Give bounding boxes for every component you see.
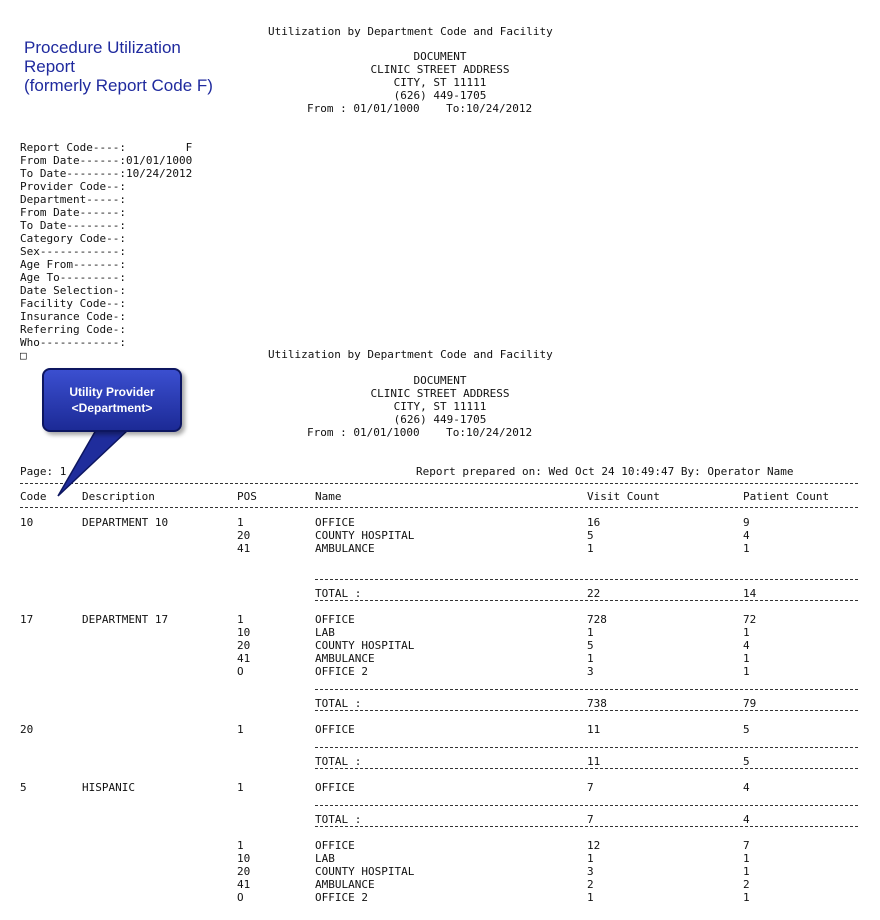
row-visit-count: 5 [587, 529, 594, 542]
parameter-line: From Date------: [20, 206, 126, 219]
clinic-city-page-2: CITY, ST 11111 [393, 400, 487, 413]
row-patient-count: 1 [743, 626, 750, 639]
parameter-line: From Date------:01/01/1000 [20, 154, 193, 167]
row-pos: 41 [237, 878, 251, 891]
report-prepared: Report prepared on: Wed Oct 24 10:49:47 By: Operator Name [416, 465, 794, 478]
header-divider-top [20, 483, 858, 484]
parameter-line: To Date--------: [20, 219, 126, 232]
row-name: COUNTY HOSPITAL [315, 865, 415, 878]
total-divider [315, 579, 858, 580]
row-visit-count: 7 [587, 781, 594, 794]
column-header-pos: POS [237, 490, 257, 503]
row-visit-count: 1 [587, 542, 594, 555]
row-name: AMBULANCE [315, 878, 375, 891]
row-pos: O [237, 665, 244, 678]
group-description: HISPANIC [82, 781, 135, 794]
row-visit-count: 11 [587, 723, 601, 736]
row-visit-count: 1 [587, 652, 594, 665]
parameter-line: Facility Code--: [20, 297, 126, 310]
row-visit-count: 3 [587, 665, 594, 678]
row-pos: 41 [237, 542, 251, 555]
row-patient-count: 1 [743, 542, 750, 555]
row-visit-count: 3 [587, 865, 594, 878]
total-divider [315, 747, 858, 748]
report-title: Utilization by Department Code and Facility [268, 25, 553, 38]
row-visit-count: 1 [587, 852, 594, 865]
total-visit-count: 738 [587, 697, 607, 710]
parameter-line: To Date--------:10/24/2012 [20, 167, 193, 180]
group-description: DEPARTMENT 17 [82, 613, 169, 626]
row-visit-count: 12 [587, 839, 601, 852]
annotation-title [24, 38, 213, 95]
row-name: OFFICE [315, 613, 355, 626]
row-name: AMBULANCE [315, 542, 375, 555]
row-pos: 1 [237, 613, 244, 626]
row-patient-count: 5 [743, 723, 750, 736]
total-patient-count: 4 [743, 813, 750, 826]
parameter-line: Age From-------: [20, 258, 126, 271]
row-name: OFFICE [315, 516, 355, 529]
row-pos: 41 [237, 652, 251, 665]
page-number: Page: 1 [20, 465, 67, 478]
total-patient-count: 5 [743, 755, 750, 768]
callout-line-2: <Department> [71, 401, 153, 415]
row-patient-count: 72 [743, 613, 757, 626]
total-visit-count: 11 [587, 755, 601, 768]
row-pos: 20 [237, 529, 251, 542]
row-visit-count: 1 [587, 626, 594, 639]
row-patient-count: 9 [743, 516, 750, 529]
parameter-line: Age To---------: [20, 271, 126, 284]
row-patient-count: 4 [743, 781, 750, 794]
row-pos: O [237, 891, 244, 904]
column-header-patient-count: Patient Count [743, 490, 830, 503]
row-pos: 1 [237, 723, 244, 736]
total-divider [315, 826, 858, 827]
row-visit-count: 16 [587, 516, 601, 529]
group-code: 20 [20, 723, 34, 736]
row-patient-count: 1 [743, 665, 750, 678]
row-patient-count: 1 [743, 652, 750, 665]
column-header-name: Name [315, 490, 342, 503]
total-patient-count: 14 [743, 587, 757, 600]
row-name: AMBULANCE [315, 652, 375, 665]
row-patient-count: 1 [743, 865, 750, 878]
total-visit-count: 22 [587, 587, 601, 600]
row-patient-count: 4 [743, 529, 750, 542]
group-code: 10 [20, 516, 34, 529]
total-divider [315, 600, 858, 601]
clinic-address: CLINIC STREET ADDRESS [370, 63, 510, 76]
doc-label: DOCUMENT [413, 50, 467, 63]
clinic-phone-page-2: (626) 449-1705 [393, 413, 487, 426]
callout-utility-provider [42, 368, 182, 432]
row-name: COUNTY HOSPITAL [315, 529, 415, 542]
parameter-line: Referring Code-: [20, 323, 126, 336]
report-title-page-2: Utilization by Department Code and Facility [268, 348, 553, 361]
row-pos: 20 [237, 639, 251, 652]
total-divider [315, 768, 858, 769]
total-patient-count: 79 [743, 697, 757, 710]
callout-pointer [50, 428, 130, 498]
parameter-list [20, 141, 192, 362]
parameter-line: Provider Code--: [20, 180, 126, 193]
annotation-title-line-1: Procedure Utilization [24, 38, 181, 57]
total-divider [315, 689, 858, 690]
parameter-line: Insurance Code-: [20, 310, 126, 323]
clinic-city: CITY, ST 11111 [393, 76, 487, 89]
row-pos: 20 [237, 865, 251, 878]
group-description: DEPARTMENT 10 [82, 516, 169, 529]
row-visit-count: 728 [587, 613, 607, 626]
row-pos: 1 [237, 516, 244, 529]
date-range: From : 01/01/1000 To:10/24/2012 [307, 102, 533, 115]
row-name: OFFICE 2 [315, 665, 368, 678]
row-patient-count: 7 [743, 839, 750, 852]
parameter-line: Category Code--: [20, 232, 126, 245]
row-visit-count: 5 [587, 639, 594, 652]
total-divider [315, 710, 858, 711]
row-name: OFFICE [315, 839, 355, 852]
row-patient-count: 4 [743, 639, 750, 652]
total-divider [315, 805, 858, 806]
row-pos: 10 [237, 852, 251, 865]
clinic-phone: (626) 449-1705 [393, 89, 487, 102]
clinic-address-page-2: CLINIC STREET ADDRESS [370, 387, 510, 400]
row-name: OFFICE 2 [315, 891, 368, 904]
total-label: TOTAL : [315, 697, 362, 710]
parameter-line: □ [20, 349, 27, 362]
group-code: 17 [20, 613, 34, 626]
row-patient-count: 1 [743, 852, 750, 865]
column-header-visit-count: Visit Count [587, 490, 660, 503]
parameter-line: Report Code----: F [20, 141, 193, 154]
row-name: LAB [315, 852, 335, 865]
total-label: TOTAL : [315, 587, 362, 600]
total-label: TOTAL : [315, 813, 362, 826]
row-visit-count: 2 [587, 878, 594, 891]
row-name: COUNTY HOSPITAL [315, 639, 415, 652]
row-name: OFFICE [315, 781, 355, 794]
row-patient-count: 2 [743, 878, 750, 891]
row-pos: 10 [237, 626, 251, 639]
parameter-line: Who------------: [20, 336, 126, 349]
column-header-description: Description [82, 490, 155, 503]
row-patient-count: 1 [743, 891, 750, 904]
parameter-line: Department-----: [20, 193, 126, 206]
row-visit-count: 1 [587, 891, 594, 904]
row-pos: 1 [237, 781, 244, 794]
total-label: TOTAL : [315, 755, 362, 768]
annotation-title-line-3: (formerly Report Code F) [24, 76, 213, 95]
column-header-code: Code [20, 490, 47, 503]
group-code: 5 [20, 781, 27, 794]
callout-line-1: Utility Provider [69, 385, 155, 399]
doc-label-page-2: DOCUMENT [413, 374, 467, 387]
row-name: LAB [315, 626, 335, 639]
row-name: OFFICE [315, 723, 355, 736]
row-pos: 1 [237, 839, 244, 852]
parameter-line: Sex------------: [20, 245, 126, 258]
annotation-title-line-2: Report [24, 57, 76, 76]
total-visit-count: 7 [587, 813, 594, 826]
date-range-page-2: From : 01/01/1000 To:10/24/2012 [307, 426, 533, 439]
header-divider-bottom [20, 507, 858, 508]
parameter-line: Date Selection-: [20, 284, 126, 297]
